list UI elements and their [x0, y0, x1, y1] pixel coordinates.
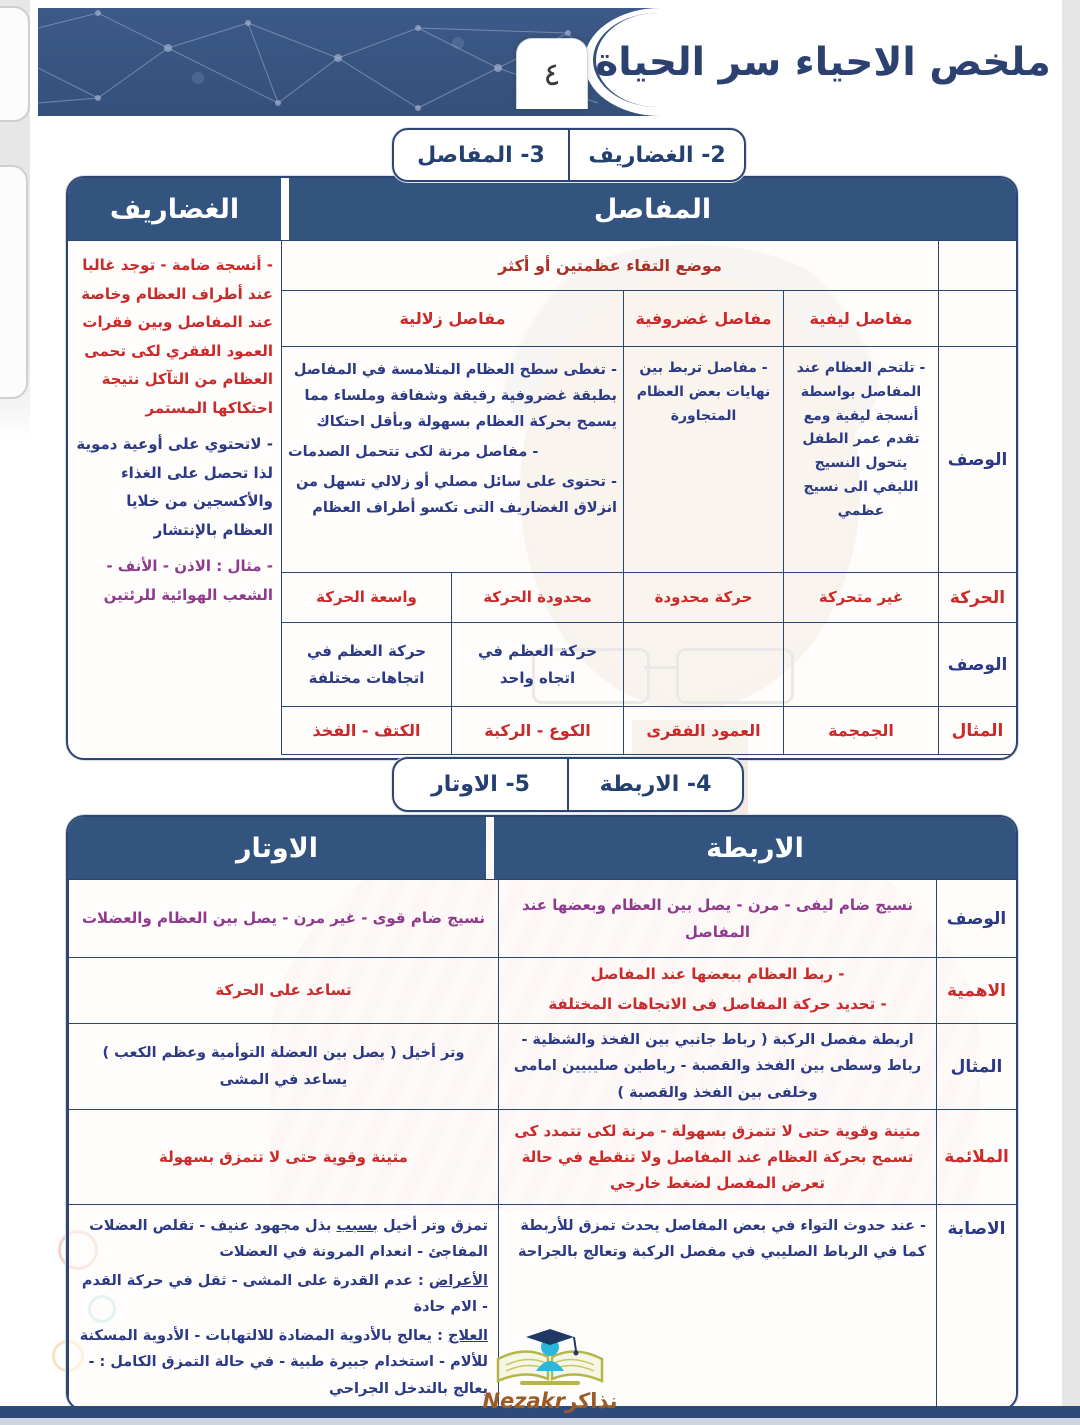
watermark-name-en: Nezakr [482, 1389, 566, 1413]
empty-label-cell [938, 291, 1016, 347]
synovial-point: - تحتوى على سائل مصلي أو زلالي تسهل من انزلاق الغضاريف التى تكسو أطراف العظام [295, 474, 617, 517]
tendon-injury-cause: تمزق وتر أخيل بسبب بذل مجهود عنيف - تقلص العضلات المفاجئ - انعدام المرونة في العضلات [89, 1218, 488, 1261]
ligaments-example-cell: اربطة مفصل الركبة ( رباط جانبي بين الفخذ والشظية - رباط وسطى بين الفخذ والقصبة - رباطين صليبيين امامى وخلفى بين الفخذ والقصبة ) [498, 1024, 936, 1110]
row-label-example: المثال [938, 707, 1016, 755]
ligament-importance-point: - تحديد حركة المفاصل فى الاتجاهات المختلفة [548, 994, 887, 1013]
cartilage-point-nutrition: - لاتحتوي على أوعية دموية لذا تحصل على الغذاء والأكسجين من خلايا العظام بالإنتشار [76, 435, 273, 539]
fibrous-description-cell: - تلتحم العظام عند المفاصل بواسطة أنسجة ليفية ومع تقدم عمر الطفل يتحول النسيج الليفي الى نسيج عظمي [783, 347, 938, 573]
watermark-name-ar: نذاكر [565, 1389, 618, 1413]
table2-header-bar [68, 817, 1016, 880]
synovial-wide-example-cell: الكتف - الفخذ [281, 707, 451, 755]
joints-cartilage-table [66, 176, 1018, 760]
synovial-wide-movement-cell: واسعة الحركة [281, 573, 451, 623]
page-title: ملخص الاحياء سر الحياة [595, 39, 1051, 85]
cartilage-description-cell [68, 241, 281, 755]
synovial-multi-direction-cell: حركة العظم في اتجاهات مختلفة [281, 623, 451, 707]
cartilaginous-description-cell: - مفاصل تربط بين نهايات بعض العظام المتجاورة [623, 347, 783, 573]
page-number: ٤ [543, 55, 561, 93]
row-label-example: المثال [936, 1024, 1016, 1110]
synovial-limited-movement-cell: محدودة الحركة [451, 573, 623, 623]
row-label-description: الوصف [936, 880, 1016, 958]
fibrous-example-cell: الجمجمة [783, 707, 938, 755]
right-margin-strip [1062, 0, 1080, 1425]
ligaments-header: الاربطة [494, 817, 1016, 879]
tab-cartilage[interactable]: 2- الغضاريف [588, 142, 726, 168]
row-label-description2: الوصف [938, 623, 1016, 707]
left-partial-card-bottom [0, 165, 28, 399]
title-bubble [584, 8, 1062, 116]
joints-grid [281, 241, 1016, 755]
cartilaginous-example-cell: العمود الفقرى [623, 707, 783, 755]
joint-definition-cell: موضع التقاء عظمتين أو أكثر [281, 241, 938, 291]
ligaments-tendons-table [66, 815, 1018, 1411]
row-label-importance: الاهمية [936, 958, 1016, 1024]
synovial-limited-example-cell: الكوع - الركبة [451, 707, 623, 755]
column-header-synovial: مفاصل زلالية [281, 291, 623, 347]
tendons-injury-cell [68, 1205, 498, 1410]
section-tabs-ligaments-tendons [392, 757, 744, 812]
synovial-description-cell [281, 347, 623, 573]
tendon-injury-symptoms: الأعراض : عدم القدرة على المشى - ثقل في حركة القدم - الام حادة [81, 1273, 488, 1316]
bottom-footer-strip [0, 1418, 1080, 1425]
ligaments-importance-cell [498, 958, 936, 1024]
table1-header-bar [68, 178, 1016, 241]
watermark-logo [462, 1325, 638, 1413]
cartilage-point-examples: - مثال : الاذن - الأنف - الشعب الهوائية للرئتين [103, 557, 273, 604]
watermark-text [462, 1389, 638, 1413]
left-partial-card-top [0, 6, 30, 122]
row-label-movement: الحركة [938, 573, 1016, 623]
tab-joints[interactable]: 3- المفاصل [394, 130, 570, 180]
tendons-header: الاوتار [68, 817, 486, 879]
row-label-description: الوصف [938, 347, 1016, 573]
joints-header: المفاصل [289, 178, 1016, 240]
row-label-fitness: الملائمة [936, 1110, 1016, 1205]
row-label-injury: الاصابة [936, 1205, 1016, 1410]
column-header-fibrous: مفاصل ليفية [783, 291, 938, 347]
empty-label-cell [938, 241, 1016, 291]
tendons-example-cell: وتر أخيل ( يصل بين العضلة التوأمية وعظم الكعب ) يساعد في المشى [68, 1024, 498, 1110]
empty-cell [783, 623, 938, 707]
cartilage-header: الغضاريف [68, 178, 281, 240]
tendons-fitness-cell: متينة وقوية حتى لا تتمزق بسهولة [68, 1110, 498, 1205]
page-number-tab[interactable] [516, 38, 588, 109]
tendons-description-cell: نسيج ضام قوى - غير مرن - يصل بين العظام والعضلات [68, 880, 498, 958]
section-tabs-cartilage-joints [392, 128, 746, 182]
cartilaginous-movement-cell: حركة محدودة [623, 573, 783, 623]
fibrous-movement-cell: غير متحركة [783, 573, 938, 623]
ligament-importance-point: - ربط العظام ببعضها عند المفاصل [590, 965, 845, 984]
empty-cell [623, 623, 783, 707]
ligaments-injury-cell: - عند حدوث التواء في بعض المفاصل يحدث تمزق للأربطة كما في الرباط الصليبي في مفصل الركبة وتعالج بالجراحة [498, 1205, 936, 1410]
tendons-importance-cell: تساعد على الحركة [68, 958, 498, 1024]
tendon-injury-treatment: العلاج : يعالج بالأدوية المضادة للالتهابات - الأدوية المسكنة للألام - استخدام جبيرة طبية - في حالة التمزق الكامل : - يعالج بالتدخل الجراحي [79, 1328, 488, 1397]
synovial-point: - تغطى سطح العظام المتلامسة في المفاصل بطبقة غضروفية رقيقة وشفافة وملساء مما يسمح بحركة العظام بسهولة وبأقل احتكاك [293, 362, 617, 431]
ligaments-fitness-cell: متينة وقوية حتى لا تتمزق بسهولة - مرنة لكى تتمدد كى تسمح بحركة العظام عند المفاصل ولا تنقطع في حالة تعرض المفصل لضغط خارجي [498, 1110, 936, 1205]
tab-tendons[interactable]: 5- الاوتار [394, 759, 569, 810]
synovial-point: - مفاصل مرنة لكى تتحمل الصدمات [288, 444, 539, 461]
ligaments-description-cell: نسيج ضام ليفى - مرن - يصل بين العظام وبعضها عند المفاصل [498, 880, 936, 958]
column-header-cartilaginous: مفاصل غضروفية [623, 291, 783, 347]
graduation-book-icon [490, 1325, 610, 1389]
synovial-one-direction-cell: حركة العظم في اتجاه واحد [451, 623, 623, 707]
cartilage-point-location: - أنسجة ضامة - توجد غالبا عند أطراف العظام وخاصة عند المفاصل وبين فقرات العمود الفقري لكى تحمى العظام من التآكل نتيجة احتكاكها المستمر [81, 256, 273, 417]
tab-ligaments[interactable]: 4- الاربطة [599, 772, 712, 797]
